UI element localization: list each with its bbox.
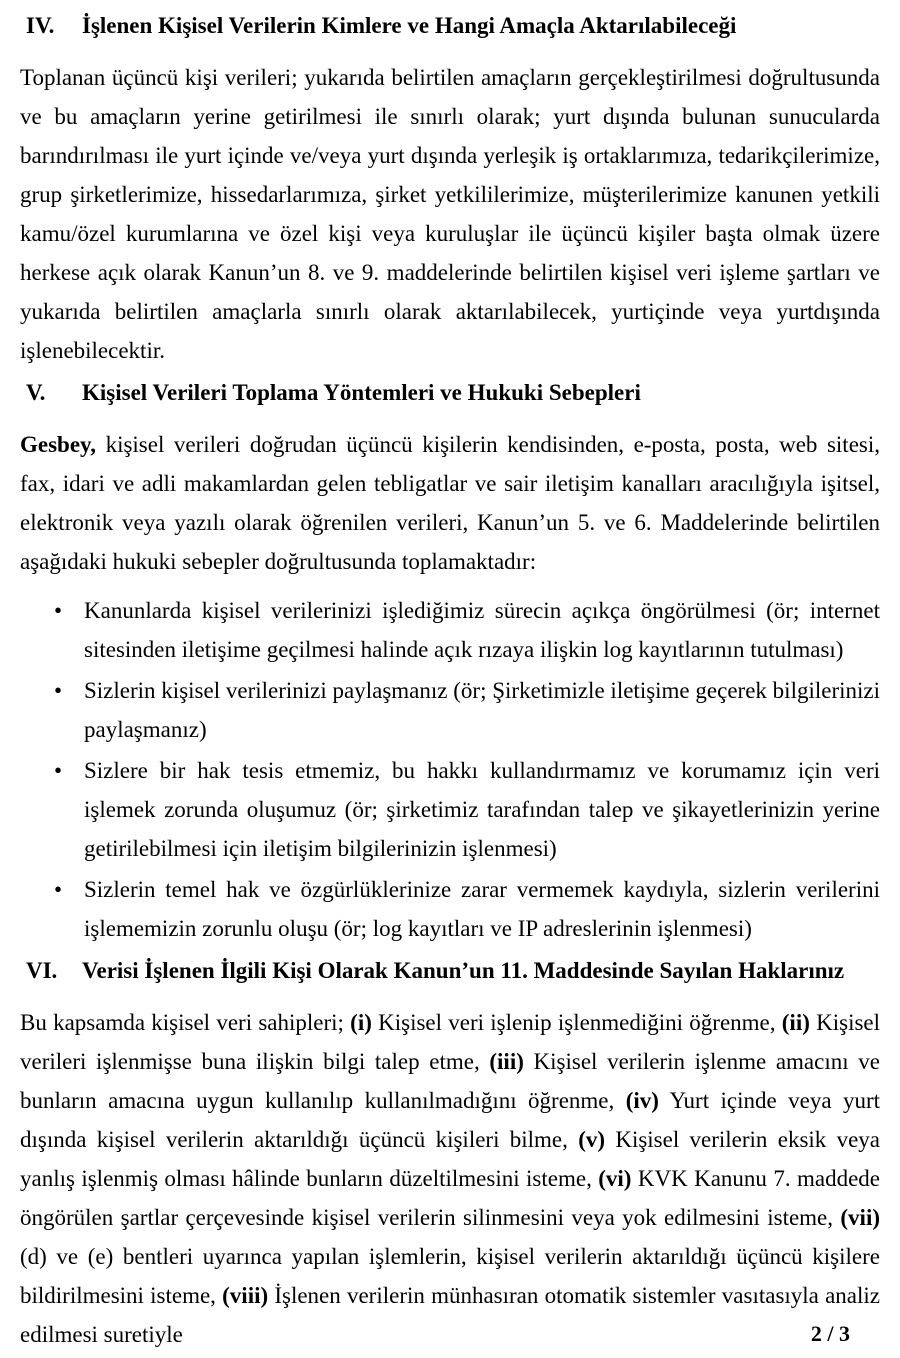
section-iv-paragraph: Toplanan üçüncü kişi verileri; yukarıda belirtilen amaçların gerçekleştirilmesi doğrultusunda ve bu amaçların yerine getirilmesi ile sınırlı olarak; yurt dışında bulunan sunucularda barındırılması ile yurt içinde ve/veya yurt dışında yerleşik iş ortaklarımıza, tedarikçilerimize, grup şirketlerimize, hissedarlarımıza, şirket yetkililerimize, müşterilerimize kanunen yetkili kamu/özel kurumlarına ve özel kişi veya kuruluşlar ile üçüncü kişiler başta olmak üzere herkese açık olarak Kanun’un 8. ve 9. maddelerinde belirtilen kişisel veri işleme şartları ve yukarıda belirtilen amaçlarla sınırlı olarak aktarılabilecek, yurtiçinde veya yurtdışında işlenebilecektir.: [20, 65, 880, 363]
list-item: [20, 591, 880, 669]
bullet-icon: •: [54, 877, 63, 902]
section-heading-v: [20, 379, 880, 407]
section-vi-paragraph: Bu kapsamda kişisel veri sahipleri; (i) Kişisel veri işlenip işlenmediğini öğrenme, (ii) Kişisel verileri işlenmişse buna ilişkin bilgi talep etme, (iii) Kişisel verilerin işlenme amacını ve bunların amacına uygun kullanılıp kullanılmadığını öğrenme, (iv) Yurt içinde veya yurt dışında kişisel verilerin aktarıldığı üçüncü kişileri bilme, (v) Kişisel verilerin eksik veya yanlış işlenmiş olması hâlinde bunların düzeltilmesini isteme, (vi) KVK Kanunu 7. maddede öngörülen şartlar çerçevesinde kişisel verilerin silinmesini veya yok edilmesini isteme, (vii) (d) ve (e) bentleri uyarınca yapılan işlemlerin, kişisel verilerin aktarıldığı üçüncü kişilere bildirilmesini isteme, (viii) İşlenen verilerin münhasıran otomatik sistemler vasıtasıyla analiz edilmesi suretiyle: [20, 1010, 881, 1347]
list-item: [20, 751, 880, 868]
section-title: Verisi İşlenen İlgili Kişi Olarak Kanun’un 11. Maddesinde Sayılan Haklarınız: [82, 958, 845, 983]
bullet-text: Sizlere bir hak tesis etmemiz, bu hakkı kullandırmamız ve korumamız için veri işlemek zorunda oluşumuz (ör; şirketimiz tarafından talep ve şikayetlerinizin yerine getirilebilmesi için iletişim bilgilerinizin işlenmesi): [84, 758, 880, 861]
section-v-paragraph: Gesbey, kişisel verileri doğrudan üçüncü kişilerin kendisinden, e-posta, posta, web sitesi, fax, idari ve adli makamlardan gelen tebligatlar ve sair iletişim kanalları aracılığıyla işitsel, elektronik veya yazılı olarak öğrenilen verileri, Kanun’un 5. ve 6. Maddelerinde belirtilen aşağıdaki hukuki sebepler doğrultusunda toplamaktadır:: [20, 432, 880, 574]
list-item: [20, 671, 880, 749]
legal-basis-bullet-list: [20, 591, 880, 948]
section-title: Kişisel Verileri Toplama Yöntemleri ve Hukuki Sebepleri: [82, 380, 641, 405]
page-number: 2 / 3: [810, 1321, 850, 1346]
list-item: [20, 870, 880, 948]
bullet-icon: •: [54, 598, 63, 623]
bullet-text: Sizlerin temel hak ve özgürlüklerinize zarar vermemek kaydıyla, sizlerin verilerini işlememizin zorunlu oluşu (ör; log kayıtları ve IP adreslerinin işlenmesi): [84, 877, 880, 941]
section-number: V.: [26, 380, 46, 405]
section-heading-iv: [20, 12, 880, 40]
section-number: VI.: [26, 958, 58, 983]
bullet-text: Kanunlarda kişisel verilerinizi işlediğimiz sürecin açıkça öngörülmesi (ör; internet sitesinden iletişime geçilmesi halinde açık rızaya ilişkin log kayıtlarının tutulması): [84, 598, 880, 662]
bullet-text: Sizlerin kişisel verilerinizi paylaşmanız (ör; Şirketimizle iletişime geçerek bilgilerinizi paylaşmanız): [84, 678, 880, 742]
section-heading-vi: [20, 957, 880, 985]
bullet-icon: •: [54, 678, 63, 703]
bullet-icon: •: [54, 758, 63, 783]
section-title: İşlenen Kişisel Verilerin Kimlere ve Hangi Amaçla Aktarılabileceği: [82, 13, 737, 38]
section-number: IV.: [26, 13, 55, 38]
